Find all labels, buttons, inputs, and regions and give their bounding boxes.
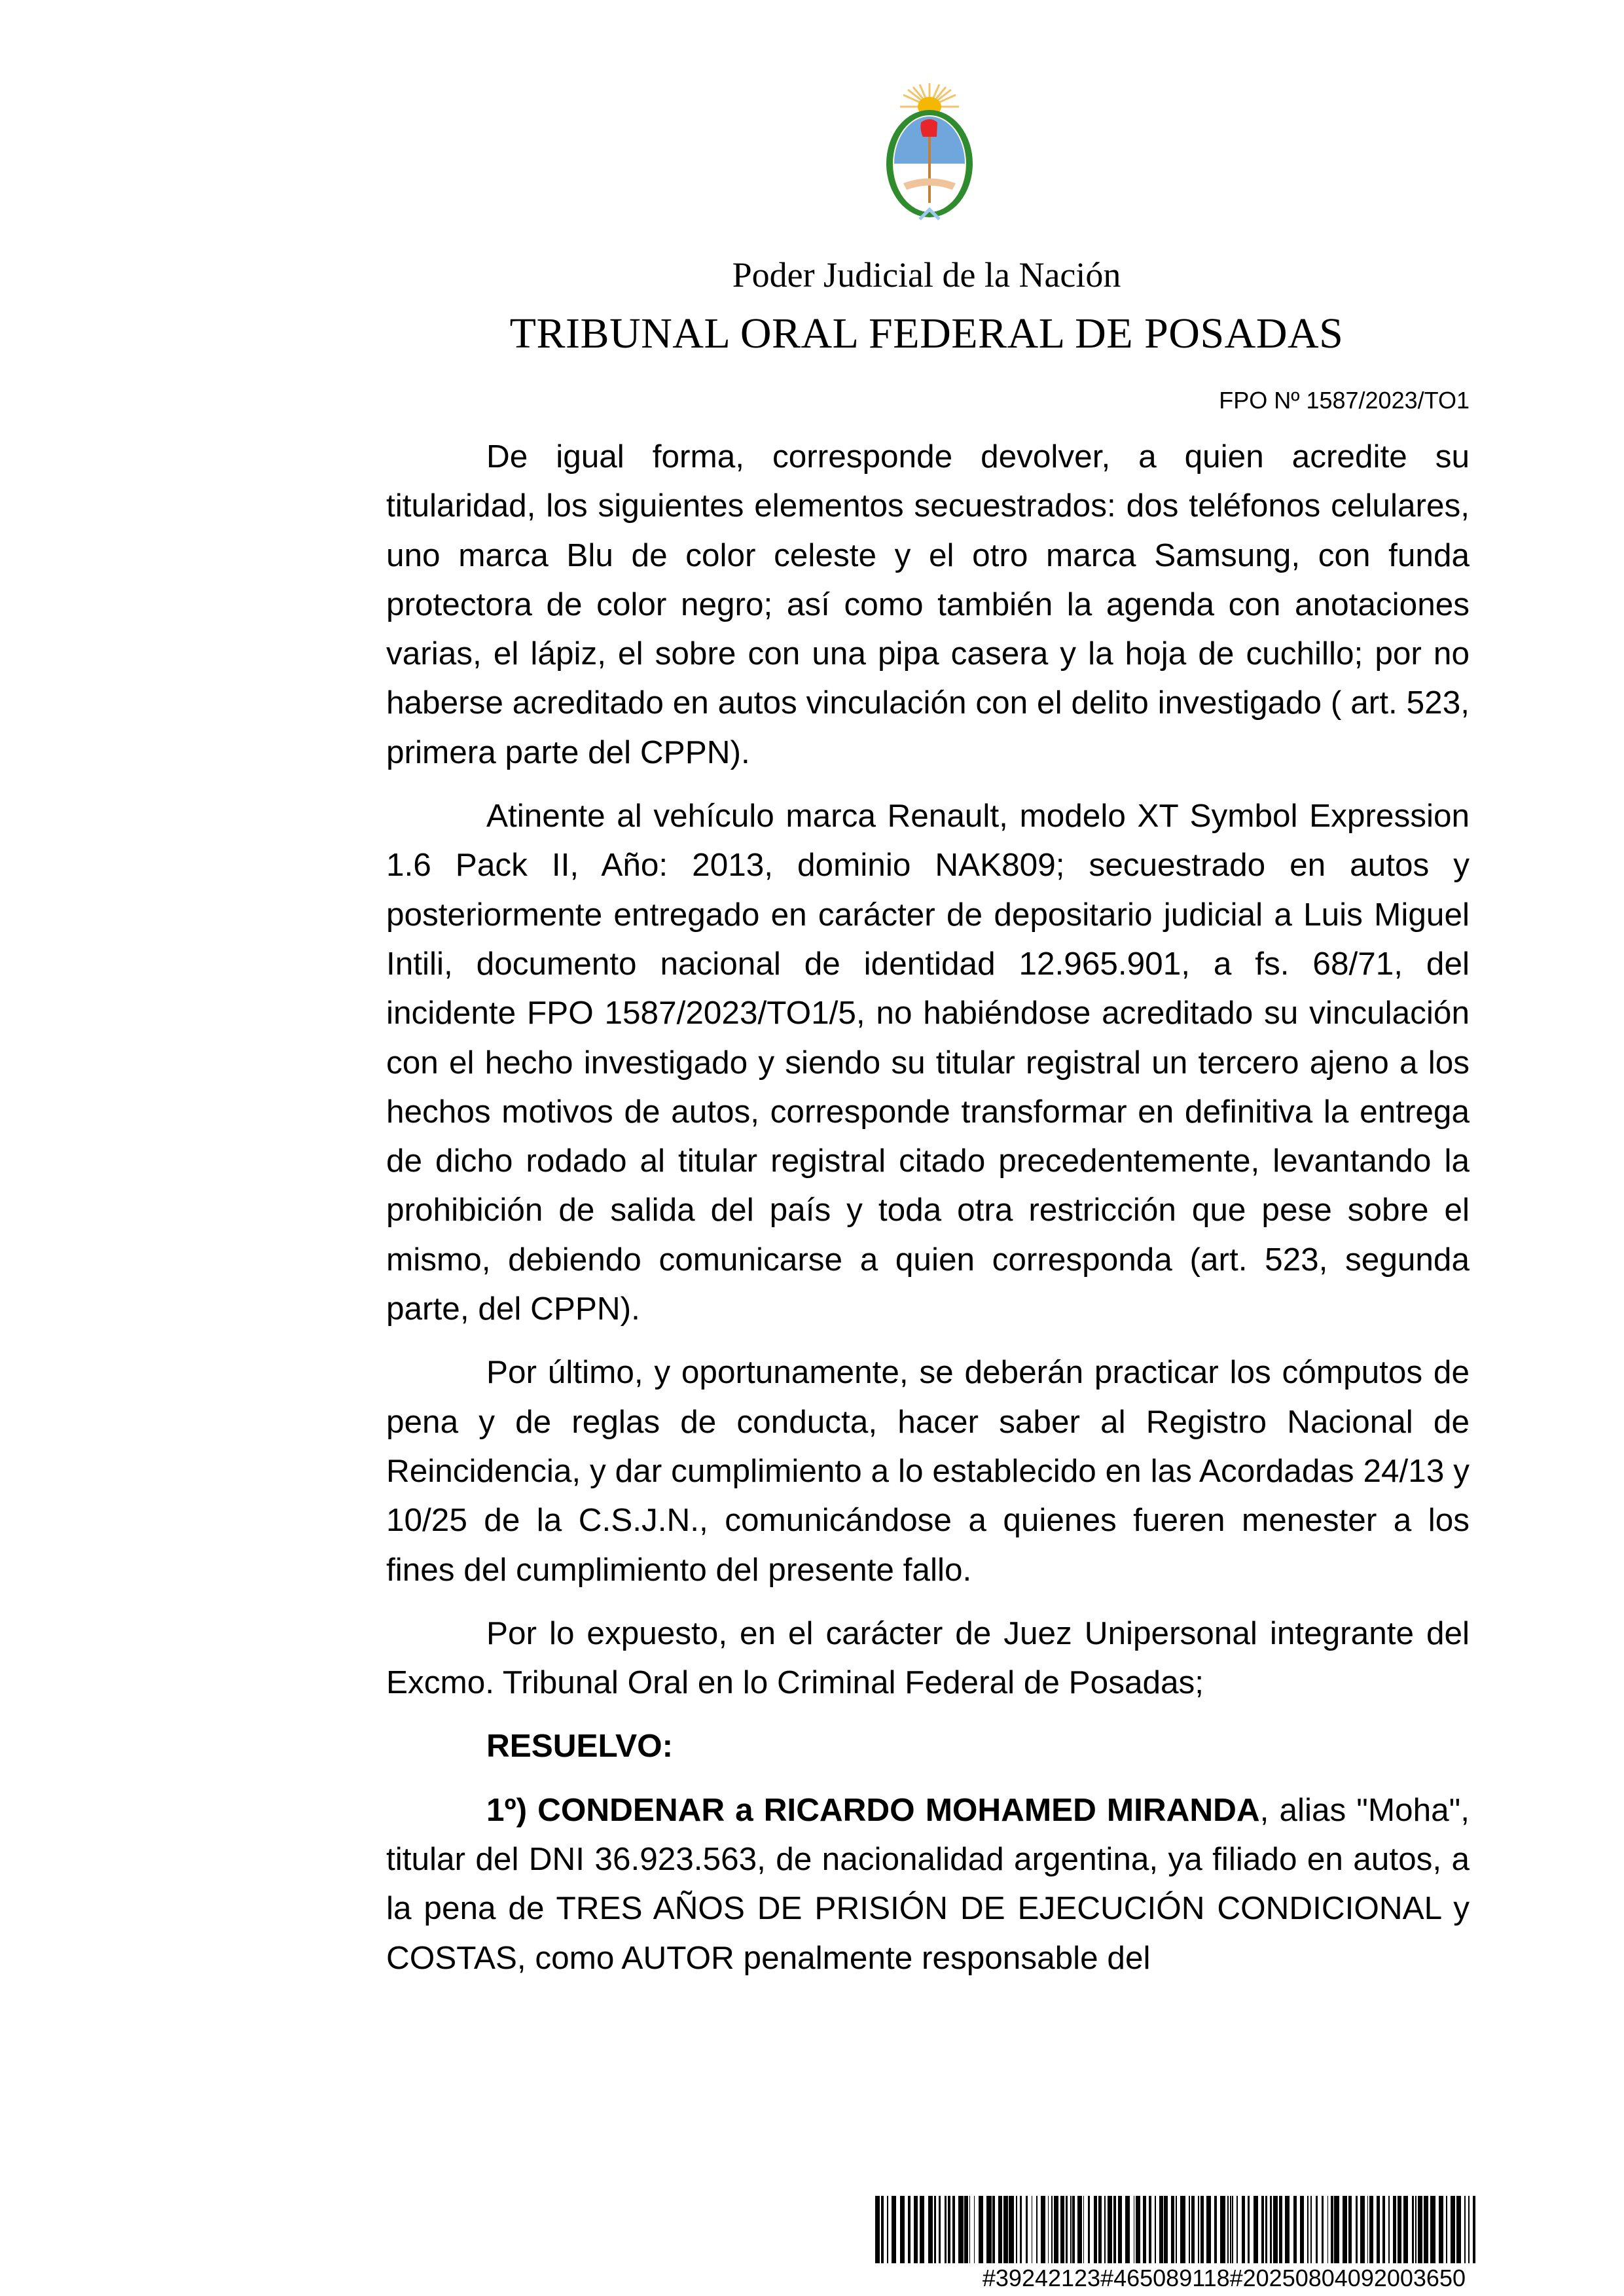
- argentina-coat-of-arms-icon: [874, 82, 985, 232]
- paragraph-devolucion-elementos: De igual forma, corresponde devolver, a quien acredite su titularidad, los siguientes elementos secuestrados: dos teléfonos celulares, uno marca Blu de color celeste y el otro marca Samsung, con funda protectora de color negro; así como también la agenda con anotaciones varias, el lápiz, el sobre con una pipa casera y la hoja de cuchillo; por no haberse acreditado en autos vinculación con el delito investigado ( art. 523, primera parte del CPPN).: [386, 439, 1470, 770]
- resolution-heading: RESUELVO:: [486, 1728, 674, 1765]
- barcode-number: #39242123#465089118#20250804092003650: [982, 2265, 1466, 2291]
- barcode-icon: [875, 2196, 1477, 2263]
- item-connector: a: [735, 1791, 753, 1828]
- case-reference: FPO Nº 1587/2023/TO1: [1219, 387, 1470, 414]
- document-barcode: [875, 2196, 1477, 2291]
- paragraph-por-lo-expuesto: Por lo expuesto, en el carácter de Juez Unipersonal integrante del Excmo. Tribunal Oral en lo Criminal Federal de Posadas;: [386, 1615, 1470, 1701]
- court-name: TRIBUNAL ORAL FEDERAL DE POSADAS: [509, 310, 1344, 357]
- institution-name: Poder Judicial de la Nación: [732, 255, 1121, 295]
- paragraph-vehiculo: Atinente al vehículo marca Renault, modelo XT Symbol Expression 1.6 Pack II, Año: 2013, dominio NAK809; secuestrado en autos y posteriormente entregado en carácter de depositario judicial a Luis Miguel Intili, documento nacional de identidad 12.965.901, a fs. 68/71, del incidente FPO 1587/2023/TO1/5, no habiéndose acreditado su vinculación con el hecho investigado y siendo su titular registral un tercero ajeno a los hechos motivos de autos, corresponde transformar en definitiva la entrega de dicho rodado al titular registral citado precedentemente, levantando la prohibición de salida del país y toda otra restricción que pese sobre el mismo, debiendo comunicarse a quien corresponda (art. 523, segunda parte, del CPPN).: [386, 798, 1470, 1327]
- resolution-item-1: [386, 1785, 1470, 1982]
- defendant-name: RICARDO MOHAMED MIRANDA: [763, 1791, 1260, 1828]
- document-body: [386, 432, 1470, 1997]
- item-number: 1º): [486, 1791, 528, 1828]
- item-text: , alias "Moha", titular del DNI 36.923.563, de nacionalidad argentina, ya filiado en autos, a la pena de TRES AÑOS DE PRISIÓN DE EJECUCIÓN CONDICIONAL y COSTAS, como AUTOR penalmente responsable del: [386, 1791, 1470, 1976]
- paragraph-computos: Por último, y oportunamente, se deberán practicar los cómputos de pena y de reglas de conducta, hacer saber al Registro Nacional de Reincidencia, y dar cumplimiento a lo establecido en las Acordadas 24/13 y 10/25 de la C.S.J.N., comunicándose a quienes fueren menester a los fines del cumplimiento del presente fallo.: [386, 1354, 1470, 1588]
- item-verb: CONDENAR: [537, 1791, 725, 1828]
